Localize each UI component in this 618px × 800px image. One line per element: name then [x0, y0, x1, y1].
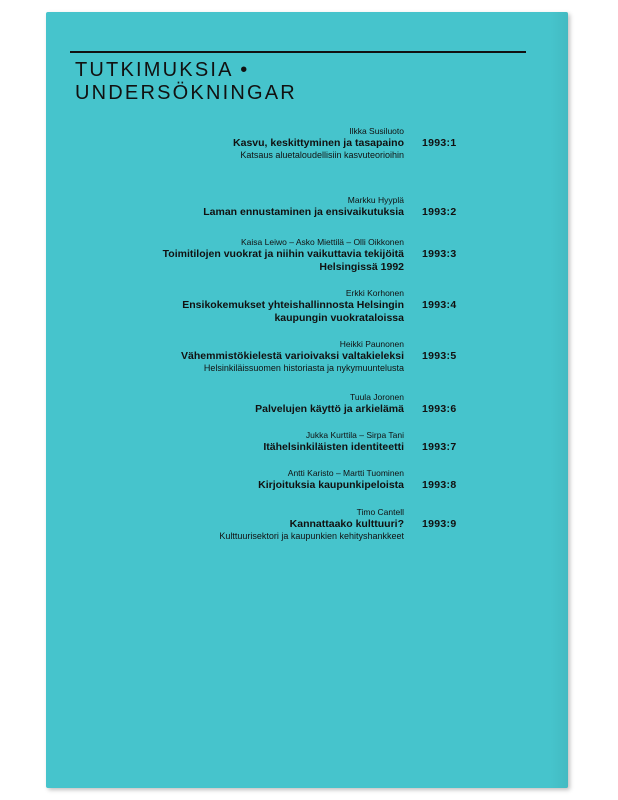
series-title-line-1: TUTKIMUKSIA • — [75, 59, 250, 81]
entry-number: 1993:9 — [422, 518, 457, 530]
entry-author: Timo Cantell — [356, 507, 404, 517]
entry-text — [84, 339, 404, 374]
publication-list — [46, 12, 568, 788]
entry-title: Kasvu, keskittyminen ja tasapaino — [233, 137, 404, 149]
book-back-cover — [46, 12, 568, 788]
entry-author: Jukka Kurttila – Sirpa Tani — [305, 430, 404, 440]
entry-text — [84, 392, 404, 416]
entry-number: 1993:6 — [422, 403, 457, 415]
entry-text — [84, 195, 404, 219]
entry-author: Tuula Joronen — [349, 392, 404, 402]
entry-title: Palvelujen käyttö ja arkielämä — [255, 403, 404, 415]
entry-author: Antti Karisto – Martti Tuominen — [287, 468, 404, 478]
entry-text — [84, 507, 404, 542]
entry-text — [84, 430, 404, 454]
entry-title: Toimitilojen vuokrat ja niihin vaikuttavia tekijöitä Helsingissä 1992 — [162, 248, 404, 273]
entry-author: Kaisa Leiwo – Asko Miettilä – Olli Oikkonen — [241, 237, 404, 247]
entry-title: Itähelsinkiläisten identiteetti — [263, 441, 404, 453]
entry-text — [84, 288, 404, 325]
entry-author: Markku Hyyplä — [347, 195, 404, 205]
entry-author: Ilkka Susiluoto — [349, 126, 404, 136]
entry-subtitle: Katsaus aluetaloudellisiin kasvuteorioihin — [240, 150, 404, 160]
series-title-line-2: UNDERSÖKNINGAR — [75, 82, 297, 104]
entry-number: 1993:4 — [422, 299, 457, 311]
entry-title: Kannattaako kulttuuri? — [289, 518, 404, 530]
entry-text — [84, 237, 404, 274]
entry-number: 1993:5 — [422, 350, 457, 362]
entry-number: 1993:8 — [422, 479, 457, 491]
entry-number: 1993:1 — [422, 137, 457, 149]
entry-number: 1993:2 — [422, 206, 457, 218]
entry-subtitle: Helsinkiläissuomen historiasta ja nykymuuntelusta — [203, 363, 404, 373]
entry-title: Ensikokemukset yhteishallinnosta Helsingin kaupungin vuokrataloissa — [182, 299, 404, 324]
entry-text — [84, 126, 404, 161]
entry-text — [84, 468, 404, 492]
entry-number: 1993:7 — [422, 441, 457, 453]
entry-author: Heikki Paunonen — [339, 339, 404, 349]
entry-author: Erkki Korhonen — [345, 288, 404, 298]
entry-number: 1993:3 — [422, 248, 457, 260]
entry-title: Laman ennustaminen ja ensivaikutuksia — [203, 206, 404, 218]
entry-title: Vähemmistökielestä varioivaksi valtakieleksi — [181, 350, 404, 362]
entry-title: Kirjoituksia kaupunkipeloista — [258, 479, 404, 491]
entry-subtitle: Kulttuurisektori ja kaupunkien kehityshankkeet — [219, 531, 404, 541]
